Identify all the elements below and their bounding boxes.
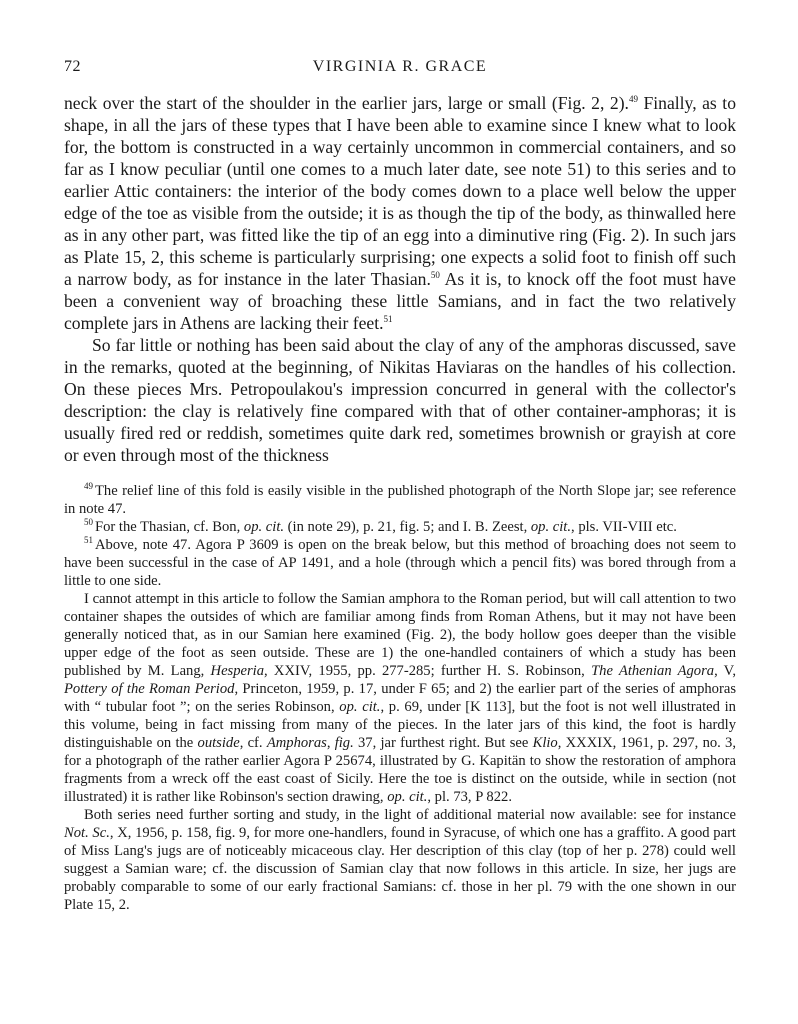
footnote-50 (64, 518, 736, 536)
footnote-51-continuation-2 (64, 806, 736, 914)
page-number: 72 (64, 58, 81, 75)
footnote-51 (64, 536, 736, 590)
footnote-mark: 50 (84, 517, 93, 528)
body-text: As it is, to knock off the foot must have been a convenient way of broaching these little Samians, and in fact the two relatively complete jars in Athens are lacking their feet. (64, 269, 736, 333)
page (64, 58, 736, 914)
italic-text: The Athenian Agora (591, 663, 715, 679)
footnote-text: , XXXIX, 1961, p. 297, no. 3, for a photograph of the rather earlier Agora P 25674, illustrated by G. Kapitän to show the restoration of amphora fragments from a wreck off the east coast of Sicily. Here the toe is distinct on the outside, while in section (not illustrated) it is rather like Robinson's section drawing, (64, 735, 736, 805)
footnote-ref-49: 49 (628, 94, 638, 105)
footnotes (64, 482, 736, 914)
footnote-text: , V, (714, 663, 736, 679)
footnote-text: Above, note 47. Agora P 3609 is open on the break below, but this method of broaching does not seem to have been successful in the case of AP 1491, and a hole (through which a pencil fits) was bored through from a little to one side. (64, 537, 736, 589)
footnote-text: , Princeton, 1959, p. 17, under F 65; and 2) the earlier part of the series of amphoras with “ tubular foot ”; on the series Robinson, (64, 681, 736, 715)
italic-text: op. cit. (530, 519, 572, 535)
body-paragraph-2: So far little or nothing has been said about the clay of any of the amphoras discussed, save in the remarks, quoted at the beginning, of Nikitas Haviaras on the handles of his collection. On these pieces Mrs. Petropoulakou's impression concurred in general with the collector's description: the clay is relatively fine compared with that of other container-amphoras; it is usually fired red or reddish, sometimes quite dark red, sometimes brownish or grayish at core or even through most of the thickness (64, 335, 736, 465)
footnote-text: , p. 69, under [K 113], but the foot is not well illustrated in this volume, being in fact missing from many of the pieces. In the later jars of this kind, the foot is hardly distinguishable on the (64, 699, 736, 751)
footnote-text: , pls. VII-VIII etc. (571, 519, 677, 535)
footnote-text: The relief line of this fold is easily visible in the published photograph of the North Slope jar; see reference in note 47. (64, 483, 736, 517)
page-header (64, 58, 736, 84)
italic-text: Amphoras (266, 735, 327, 751)
italic-text: op. cit. (243, 519, 285, 535)
footnote-ref-50: 50 (430, 270, 440, 281)
italic-text: Not. Sc. (64, 825, 110, 841)
italic-text: op. cit. (339, 699, 381, 715)
running-head: VIRGINIA R. GRACE (312, 58, 488, 75)
footnote-text: (in note 29), p. 21, fig. 5; and I. B. Zeest, (284, 519, 531, 535)
italic-text: op. cit. (387, 789, 428, 805)
footnote-text: I cannot attempt in this article to follow the Samian amphora to the Roman period, but will call attention to two container shapes the outsides of which are familiar among finds from Roman Athens, but it may not have been generally noticed that, as in our Samian here examined (Fig. 2), the body hollow goes deeper than the visible upper edge of the foot as seen outside. These are 1) the one-handled containers of which a study has been published by M. Lang, (64, 591, 736, 679)
body-text: neck over the start of the shoulder in the earlier jars, large or small (Fig. 2, 2). (64, 93, 629, 113)
footnote-text: , XXIV, 1955, pp. 277-285; further H. S. Robinson, (264, 663, 592, 679)
body-text: Finally, as to shape, in all the jars of these types that I have been able to examine since I knew what to look for, the bottom is constructed in a way certainly uncommon in commercial containers, and so far as I know peculiar (until one comes to a much later date, see note 51) to this series and to earlier Attic containers: the interior of the body comes down to a place well below the upper edge of the toe as visible from the outside; it is as though the tip of the body, as thinwalled here as in any other part, was fitted like the tip of an egg into a diminutive ring (Fig. 2). In such jars as Plate 15, 2, this scheme is particularly surprising; one expects a solid foot to finish off such a narrow body, as for instance in the later Thasian. (64, 93, 736, 289)
footnote-text: , X, 1956, p. 158, fig. 9, for more one-handlers, found in Syracuse, of which one has a graffito. A good part of Miss Lang's jugs are of noticeably micaceous clay. Her description of this clay (top of her p. 278) could well suggest a Samian ware; cf. the discussion of Samian clay that now follows in this article. In size, her jugs are probably comparable to some of our early fractional Samians: cf. those in her pl. 79 with the one shown in our Plate 15, 2. (64, 825, 736, 913)
footnote-text: For the Thasian, cf. Bon, (95, 519, 244, 535)
italic-text: outside (197, 735, 240, 751)
footnote-ref-51: 51 (383, 314, 393, 325)
footnote-text: 37, jar furthest right. But see (353, 735, 533, 751)
footnote-51-continuation-1 (64, 590, 736, 806)
footnote-text: , cf. (239, 735, 267, 751)
italic-text: Klio (532, 735, 558, 751)
italic-text: fig. (334, 735, 354, 751)
footnote-text: Both series need further sorting and study, in the light of additional material now available: see for instance (84, 807, 736, 823)
italic-text: Hesperia (210, 663, 265, 679)
footnote-mark: 51 (84, 535, 93, 546)
footnote-text: , pl. 73, P 822. (427, 789, 512, 805)
footnote-mark: 49 (84, 481, 93, 492)
footnote-text: , (326, 735, 335, 751)
italic-text: Pottery of the Roman Period (64, 681, 235, 697)
main-text (64, 92, 736, 466)
body-paragraph-1 (64, 92, 736, 334)
footnote-49 (64, 482, 736, 518)
